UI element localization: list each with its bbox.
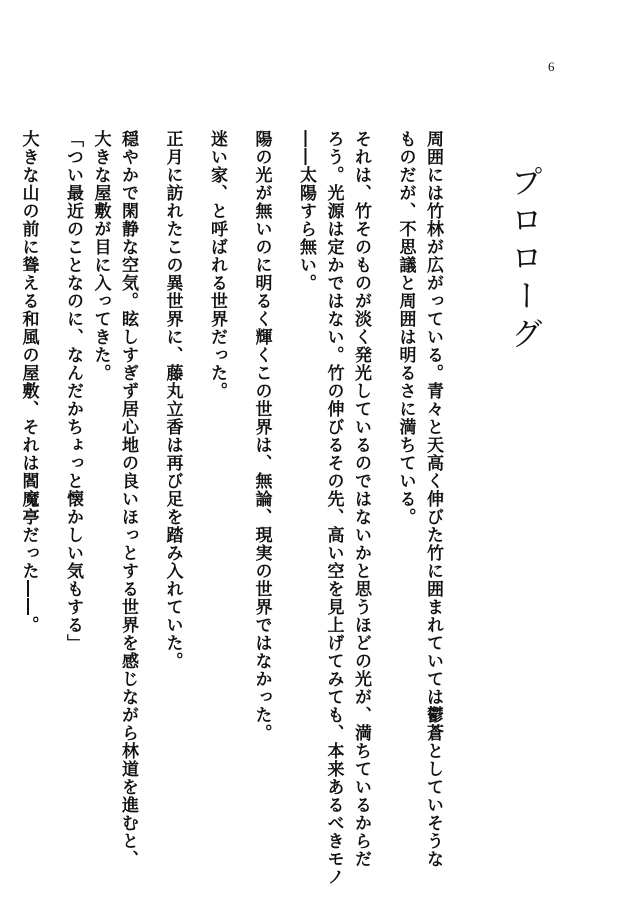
body-line: 「つい最近のことなのに、なんだかちょっと懐かしい気もする」 xyxy=(63,130,83,652)
body-line: 大きな山の前に聳える和風の屋敷、それは閻魔亭だった――。 xyxy=(18,130,39,634)
body-line: 穏やかで閑静な空気。眩しすぎず居心地の良いほっとする世界を感じながら林道を進むと、 xyxy=(118,130,138,868)
body-line: それは、竹そのものが淡く発光しているのではないかと思うほどの光が、満ちているからだ xyxy=(351,130,371,868)
body-line: 正月に訪れたこの異世界に、藤丸立香は再び足を踏み入れていた。 xyxy=(162,130,183,670)
page-number: 6 xyxy=(548,59,555,74)
chapter-title: プロローグ xyxy=(506,165,544,355)
body-line: 陽の光が無いのに明るく輝くこの世界は、無論、現実の世界ではなかった。 xyxy=(251,130,272,742)
body-line: 周囲には竹林が広がっている。青々と天高く伸びた竹に囲まれていては鬱蒼としていそうな xyxy=(423,130,443,868)
body-line: 迷い家、と呼ばれる世界だった。 xyxy=(207,130,227,400)
body-line: 大きな屋敷が目に入ってきた。 xyxy=(90,130,111,382)
body-line: ろう。光源は定かではない。竹の伸びるその先、高い空を見上げてみても、本来あるべきモノ xyxy=(323,130,344,886)
body-line: ものだが、不思議と周囲は明るさに満ちている。 xyxy=(395,130,416,526)
body-text xyxy=(18,130,446,886)
body-line: ――太陽すら無い。 xyxy=(296,130,316,292)
